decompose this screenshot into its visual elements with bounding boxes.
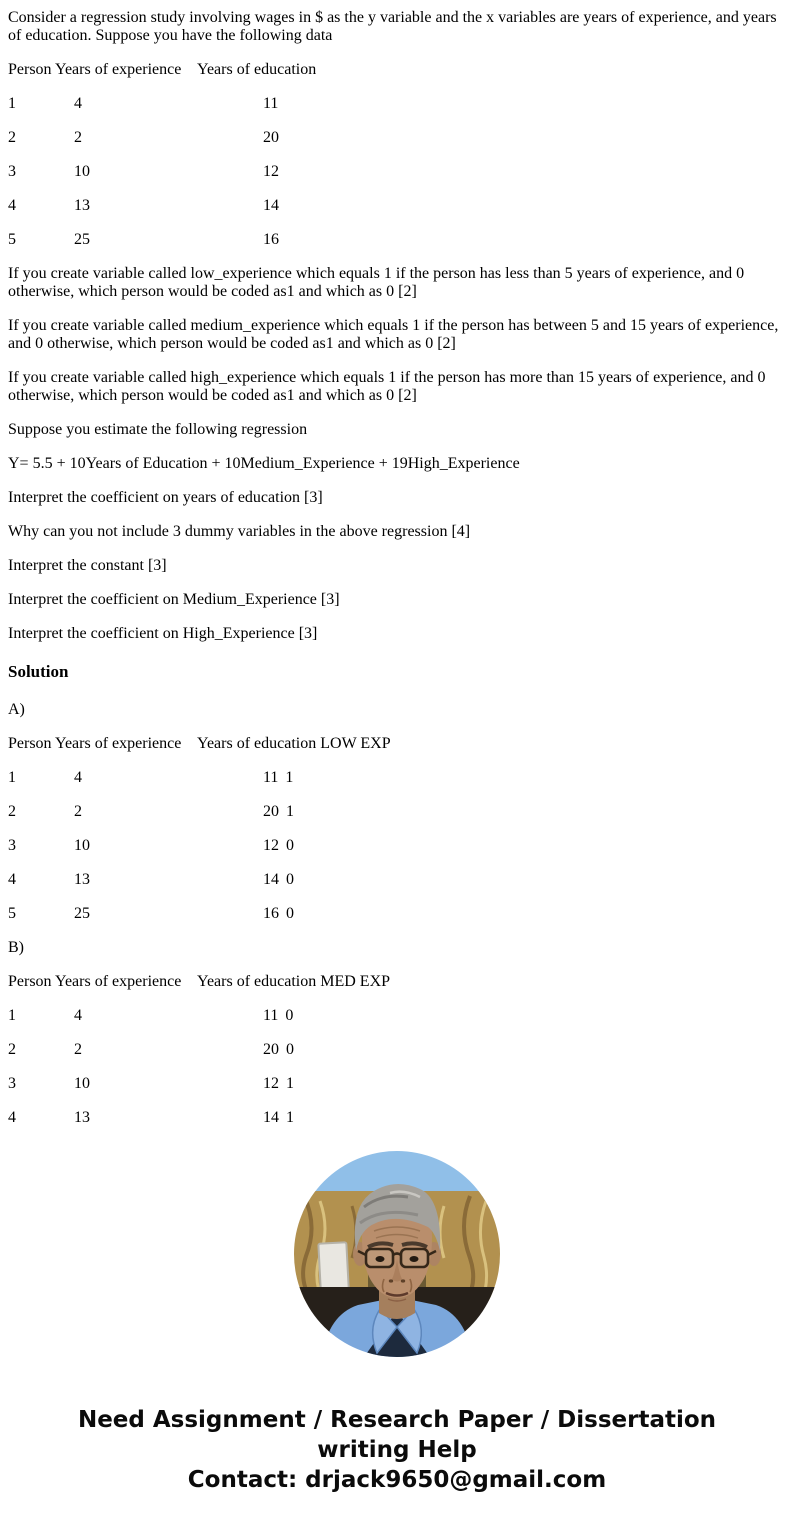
question-low-experience: If you create variable called low_experience which equals 1 if the person has less than 5 years of experience, and 0 otherwise, which person would be coded as1 and which as 0 [2]: [8, 265, 745, 300]
cell-med-exp: 0: [286, 1041, 294, 1058]
footer-line-1: Need Assignment / Research Paper / Dissertation: [77, 1407, 717, 1433]
cell-experience: 13: [74, 1109, 90, 1126]
cell-med-exp: 1: [286, 1075, 294, 1092]
table-a-header: [8, 735, 786, 753]
cell-education: 14: [263, 871, 279, 888]
header-person: Person: [8, 735, 52, 752]
cell-person: 2: [8, 129, 16, 146]
cell-education: 12: [263, 837, 279, 854]
header-person: Person: [8, 973, 52, 990]
table-row: [8, 95, 786, 113]
table-row: [8, 129, 786, 147]
footer-line-2: writing Help: [317, 1437, 477, 1463]
cell-person: 3: [8, 1075, 16, 1092]
cell-person: 1: [8, 769, 16, 786]
table-row: [8, 1041, 786, 1059]
table-row: [8, 231, 786, 249]
cell-person: 3: [8, 837, 16, 854]
table-b-header: [8, 973, 786, 991]
cell-person: 4: [8, 1109, 16, 1126]
tutor-portrait-illustration: [294, 1151, 500, 1357]
cell-person: 2: [8, 1041, 16, 1058]
cell-person: 2: [8, 803, 16, 820]
cell-med-exp: 1: [286, 1109, 294, 1126]
header-experience: Years of experience: [55, 973, 182, 990]
cell-experience: 4: [74, 769, 82, 786]
question-constant: Interpret the constant [3]: [8, 557, 167, 574]
footer-contact-email: Contact: drjack9650@gmail.com: [187, 1467, 607, 1493]
cell-experience: 2: [74, 803, 82, 820]
cell-experience: 4: [74, 95, 82, 112]
cell-experience: 25: [74, 905, 90, 922]
estimate-intro: Suppose you estimate the following regression: [8, 421, 308, 438]
promo-footer: [0, 1405, 794, 1495]
table-row: [8, 837, 786, 855]
cell-education: 11: [263, 769, 279, 786]
cell-education: 12: [263, 163, 279, 180]
tutor-photo: [294, 1151, 500, 1357]
cell-low-exp: 0: [286, 871, 294, 888]
cell-education: 14: [263, 197, 279, 214]
cell-low-exp: 1: [286, 803, 294, 820]
cell-education: 16: [263, 905, 279, 922]
cell-experience: 10: [74, 1075, 90, 1092]
table-row: [8, 1007, 786, 1025]
intro-paragraph: Consider a regression study involving wages in $ as the y variable and the x variables are years of experience, and years of education. Suppose you have the following data: [8, 9, 777, 44]
table-row: [8, 803, 786, 821]
cell-education: 20: [263, 129, 279, 146]
header-experience: Years of experience: [55, 61, 182, 78]
cell-education: 11: [263, 1007, 279, 1024]
header-person: Person: [8, 61, 52, 78]
part-b-label: B): [8, 939, 24, 956]
cell-education: 20: [263, 1041, 279, 1058]
cell-experience: 10: [74, 163, 90, 180]
header-experience: Years of experience: [55, 735, 182, 752]
header-education: Years of education: [197, 61, 317, 78]
cell-med-exp: 0: [285, 1007, 294, 1024]
cell-person: 4: [8, 871, 16, 888]
cell-education: 16: [263, 231, 279, 248]
cell-experience: 13: [74, 197, 90, 214]
cell-low-exp: 0: [286, 905, 294, 922]
cell-education: 14: [263, 1109, 279, 1126]
cell-experience: 4: [74, 1007, 82, 1024]
cell-person: 5: [8, 905, 16, 922]
cell-education: 12: [263, 1075, 279, 1092]
header-education-medexp: Years of education MED EXP: [197, 973, 391, 990]
cell-person: 1: [8, 95, 16, 112]
cell-experience: 13: [74, 871, 90, 888]
question-medium-experience: If you create variable called medium_experience which equals 1 if the person has between 5 and 15 years of experience, and 0 otherwise, which person would be coded as1 and which as 0 [2]: [8, 317, 779, 352]
table-row: [8, 197, 786, 215]
table-row: [8, 1075, 786, 1093]
part-a-label: A): [8, 701, 25, 718]
cell-person: 5: [8, 231, 16, 248]
cell-education: 20: [263, 803, 279, 820]
cell-experience: 10: [74, 837, 90, 854]
table-row: [8, 163, 786, 181]
cell-person: 1: [8, 1007, 16, 1024]
cell-person: 4: [8, 197, 16, 214]
table-row: [8, 871, 786, 889]
data-table-header: [8, 61, 786, 79]
question-high-coef: Interpret the coefficient on High_Experience [3]: [8, 625, 318, 642]
cell-experience: 25: [74, 231, 90, 248]
table-row: [8, 769, 786, 787]
question-dummy-variables: Why can you not include 3 dummy variables in the above regression [4]: [8, 523, 471, 540]
table-row: [8, 1109, 786, 1127]
question-education-coef: Interpret the coefficient on years of education [3]: [8, 489, 323, 506]
cell-education: 11: [263, 95, 279, 112]
cell-low-exp: 1: [285, 769, 294, 786]
cell-experience: 2: [74, 1041, 82, 1058]
question-medium-coef: Interpret the coefficient on Medium_Experience [3]: [8, 591, 340, 608]
question-high-experience: If you create variable called high_experience which equals 1 if the person has more than 15 years of experience, and 0 otherwise, which person would be coded as1 and which as 0 [2]: [8, 369, 766, 404]
cell-experience: 2: [74, 129, 82, 146]
regression-equation: Y= 5.5 + 10Years of Education + 10Medium_Experience + 19High_Experience: [8, 455, 520, 472]
cell-low-exp: 0: [286, 837, 294, 854]
cell-person: 3: [8, 163, 16, 180]
solution-heading: Solution: [8, 662, 69, 681]
table-row: [8, 905, 786, 923]
header-education-lowexp: Years of education LOW EXP: [197, 735, 391, 752]
